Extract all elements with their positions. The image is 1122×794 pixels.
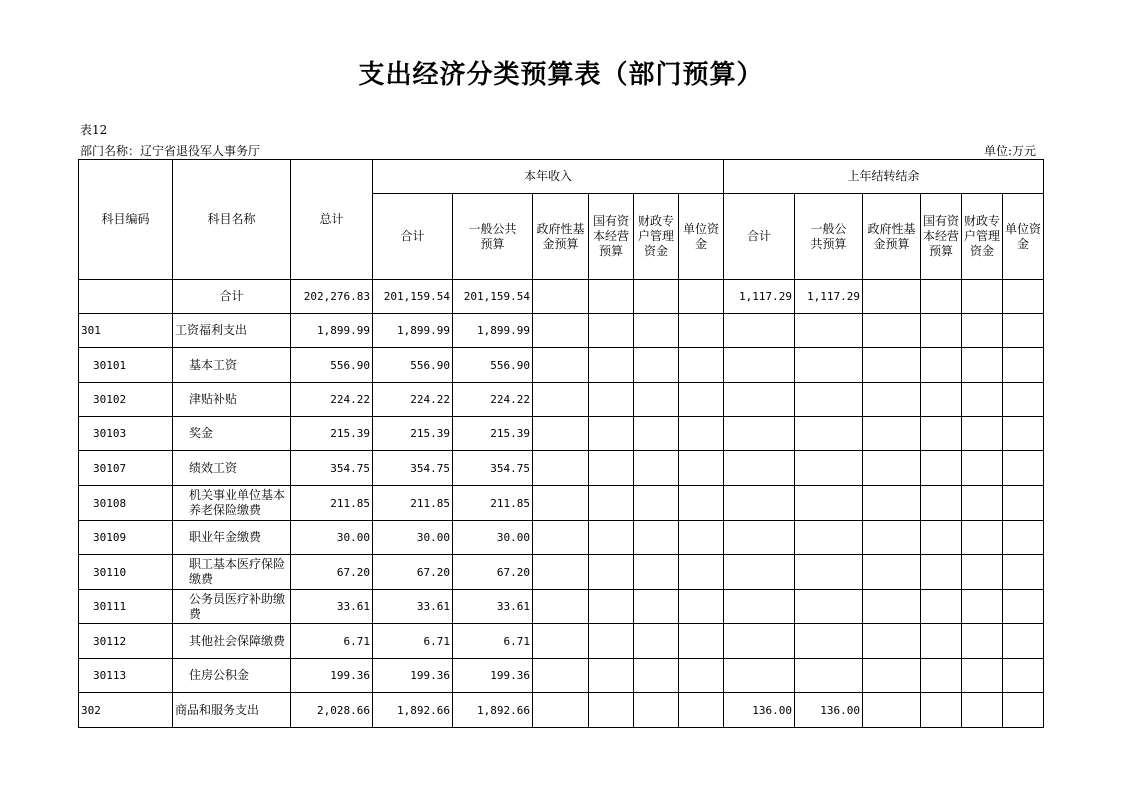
header-cy-unit-fund: 单位资金 (679, 194, 724, 280)
row-value (962, 348, 1003, 383)
row-value (724, 659, 795, 693)
row-value (533, 383, 589, 417)
row-value (962, 659, 1003, 693)
row-value (863, 693, 921, 728)
row-value: 33.61 (453, 590, 533, 624)
row-value: 202,276.83 (291, 280, 373, 314)
row-value (724, 348, 795, 383)
budget-table (78, 159, 1044, 728)
row-name: 住房公积金 (173, 659, 291, 693)
row-code: 30107 (79, 451, 173, 486)
row-code (79, 280, 173, 314)
row-value (921, 521, 962, 555)
header-cy-general: 一般公共预算 (453, 194, 533, 280)
row-value: 2,028.66 (291, 693, 373, 728)
row-value (962, 314, 1003, 348)
row-value (724, 590, 795, 624)
row-value: 30.00 (373, 521, 453, 555)
table-row (79, 693, 1044, 728)
row-value (679, 555, 724, 590)
row-value (795, 383, 863, 417)
row-value (795, 451, 863, 486)
row-value (634, 383, 679, 417)
row-value (679, 590, 724, 624)
header-total: 总计 (291, 160, 373, 280)
row-value (795, 486, 863, 521)
row-value: 136.00 (724, 693, 795, 728)
row-value (962, 693, 1003, 728)
row-value: 556.90 (291, 348, 373, 383)
header-co-state-capital: 国有资本经营预算 (921, 194, 962, 280)
row-value: 556.90 (453, 348, 533, 383)
row-value (962, 521, 1003, 555)
header-name: 科目名称 (173, 160, 291, 280)
row-value (863, 348, 921, 383)
row-value (962, 451, 1003, 486)
row-value (1003, 590, 1044, 624)
row-value (724, 417, 795, 451)
row-value (1003, 659, 1044, 693)
row-value: 224.22 (373, 383, 453, 417)
row-value: 6.71 (291, 624, 373, 659)
row-value (533, 348, 589, 383)
row-value (533, 451, 589, 486)
row-value (863, 451, 921, 486)
row-value (634, 693, 679, 728)
row-value (863, 383, 921, 417)
row-value: 30.00 (453, 521, 533, 555)
row-value (533, 555, 589, 590)
row-name: 基本工资 (173, 348, 291, 383)
row-name: 职工基本医疗保险缴费 (173, 555, 291, 590)
row-value: 224.22 (291, 383, 373, 417)
row-value (921, 693, 962, 728)
row-value (921, 624, 962, 659)
row-value: 33.61 (373, 590, 453, 624)
row-value (589, 659, 634, 693)
row-value (724, 451, 795, 486)
row-value: 354.75 (373, 451, 453, 486)
row-value (962, 383, 1003, 417)
row-value: 199.36 (453, 659, 533, 693)
row-value (1003, 693, 1044, 728)
row-value (921, 314, 962, 348)
row-value (863, 659, 921, 693)
table-row (79, 521, 1044, 555)
row-value (1003, 555, 1044, 590)
row-code: 30103 (79, 417, 173, 451)
row-code: 30101 (79, 348, 173, 383)
row-value (679, 659, 724, 693)
row-value (962, 486, 1003, 521)
row-value (724, 383, 795, 417)
row-name: 绩效工资 (173, 451, 291, 486)
row-name: 公务员医疗补助缴费 (173, 590, 291, 624)
row-value (1003, 451, 1044, 486)
row-value: 211.85 (453, 486, 533, 521)
row-value (962, 280, 1003, 314)
row-value: 1,117.29 (795, 280, 863, 314)
row-value (962, 555, 1003, 590)
table-row (79, 383, 1044, 417)
row-value (679, 521, 724, 555)
row-value (921, 555, 962, 590)
row-value (795, 417, 863, 451)
row-value (533, 486, 589, 521)
row-value (589, 486, 634, 521)
row-value (533, 521, 589, 555)
row-value: 67.20 (453, 555, 533, 590)
row-name: 职业年金缴费 (173, 521, 291, 555)
row-name: 商品和服务支出 (173, 693, 291, 728)
row-value (589, 280, 634, 314)
row-value: 201,159.54 (453, 280, 533, 314)
row-value: 211.85 (291, 486, 373, 521)
row-value (533, 280, 589, 314)
row-value (795, 521, 863, 555)
header-row-1 (79, 160, 1044, 194)
row-value (589, 417, 634, 451)
row-code: 30102 (79, 383, 173, 417)
row-value (634, 659, 679, 693)
row-value: 1,899.99 (453, 314, 533, 348)
row-value: 6.71 (373, 624, 453, 659)
row-value (921, 280, 962, 314)
row-value: 1,892.66 (453, 693, 533, 728)
table-row (79, 451, 1044, 486)
row-value (533, 693, 589, 728)
row-value (533, 624, 589, 659)
row-value (921, 659, 962, 693)
header-co-total: 合计 (724, 194, 795, 280)
row-value: 1,899.99 (291, 314, 373, 348)
row-value (795, 348, 863, 383)
row-name: 津贴补贴 (173, 383, 291, 417)
row-value (921, 451, 962, 486)
row-value (863, 521, 921, 555)
row-name: 其他社会保障缴费 (173, 624, 291, 659)
row-value: 556.90 (373, 348, 453, 383)
row-value (795, 314, 863, 348)
header-cy-special-account: 财政专户管理资金 (634, 194, 679, 280)
row-value (589, 590, 634, 624)
row-value (533, 314, 589, 348)
row-value (1003, 348, 1044, 383)
row-value (863, 624, 921, 659)
header-code: 科目编码 (79, 160, 173, 280)
row-code: 30109 (79, 521, 173, 555)
department-name: 部门名称：辽宁省退役军人事务厅 (80, 144, 261, 158)
row-code: 30110 (79, 555, 173, 590)
row-value (679, 693, 724, 728)
row-value (724, 521, 795, 555)
row-value (679, 348, 724, 383)
row-value: 211.85 (373, 486, 453, 521)
row-value (795, 555, 863, 590)
row-value (795, 659, 863, 693)
row-value (795, 624, 863, 659)
row-value (634, 280, 679, 314)
row-value (634, 555, 679, 590)
row-value (863, 555, 921, 590)
row-value (921, 590, 962, 624)
row-value (634, 624, 679, 659)
row-value: 67.20 (291, 555, 373, 590)
row-value (533, 590, 589, 624)
row-value (962, 590, 1003, 624)
row-code: 30113 (79, 659, 173, 693)
row-value (634, 521, 679, 555)
row-value (1003, 521, 1044, 555)
row-value (679, 417, 724, 451)
row-value: 215.39 (291, 417, 373, 451)
row-value (1003, 624, 1044, 659)
row-value: 215.39 (453, 417, 533, 451)
table-row (79, 348, 1044, 383)
header-co-unit-fund: 单位资金 (1003, 194, 1044, 280)
row-value (589, 521, 634, 555)
row-value (634, 486, 679, 521)
row-value: 199.36 (291, 659, 373, 693)
row-name: 工资福利支出 (173, 314, 291, 348)
row-code: 30111 (79, 590, 173, 624)
page-title: 支出经济分类预算表（部门预算） (358, 60, 764, 90)
table-row (79, 659, 1044, 693)
header-co-gov-fund: 政府性基金预算 (863, 194, 921, 280)
row-value (1003, 417, 1044, 451)
row-value: 30.00 (291, 521, 373, 555)
row-value (863, 280, 921, 314)
row-value (1003, 280, 1044, 314)
row-value (921, 417, 962, 451)
row-value (1003, 486, 1044, 521)
row-value: 136.00 (795, 693, 863, 728)
row-value: 224.22 (453, 383, 533, 417)
row-value (679, 280, 724, 314)
row-value: 354.75 (453, 451, 533, 486)
table-number: 表12 (80, 123, 108, 137)
row-value (863, 417, 921, 451)
row-value (724, 486, 795, 521)
header-cy-gov-fund: 政府性基金预算 (533, 194, 589, 280)
header-current-year: 本年收入 (373, 160, 724, 194)
row-value (589, 624, 634, 659)
row-value (634, 314, 679, 348)
row-value (921, 383, 962, 417)
row-value (589, 555, 634, 590)
row-value: 1,899.99 (373, 314, 453, 348)
row-value (634, 417, 679, 451)
unit-label: 单位:万元 (984, 144, 1037, 158)
table-row (79, 314, 1044, 348)
row-value (962, 624, 1003, 659)
row-value (679, 314, 724, 348)
row-value (724, 555, 795, 590)
row-value (724, 624, 795, 659)
row-code: 30108 (79, 486, 173, 521)
table-row (79, 280, 1044, 314)
header-cy-state-capital: 国有资本经营预算 (589, 194, 634, 280)
row-code: 301 (79, 314, 173, 348)
row-value (634, 348, 679, 383)
row-value: 67.20 (373, 555, 453, 590)
table-row (79, 417, 1044, 451)
table-row (79, 555, 1044, 590)
row-value (679, 486, 724, 521)
row-value (679, 624, 724, 659)
row-value (533, 417, 589, 451)
row-value (589, 693, 634, 728)
table-row (79, 486, 1044, 521)
row-value: 33.61 (291, 590, 373, 624)
row-name: 奖金 (173, 417, 291, 451)
header-co-general: 一般公共预算 (795, 194, 863, 280)
row-value (863, 486, 921, 521)
row-value (921, 348, 962, 383)
row-value: 199.36 (373, 659, 453, 693)
header-cy-total: 合计 (373, 194, 453, 280)
row-value (679, 383, 724, 417)
header-carryover: 上年结转结余 (724, 160, 1044, 194)
table-row (79, 624, 1044, 659)
row-code: 302 (79, 693, 173, 728)
row-value (533, 659, 589, 693)
row-value (863, 590, 921, 624)
row-value (724, 314, 795, 348)
row-value (962, 417, 1003, 451)
row-value (795, 590, 863, 624)
table-row (79, 590, 1044, 624)
row-value: 215.39 (373, 417, 453, 451)
row-value (589, 383, 634, 417)
row-value (589, 451, 634, 486)
row-value (1003, 383, 1044, 417)
row-value (634, 590, 679, 624)
row-name: 机关事业单位基本养老保险缴费 (173, 486, 291, 521)
header-co-special-account: 财政专户管理资金 (962, 194, 1003, 280)
row-value: 1,117.29 (724, 280, 795, 314)
row-value (589, 348, 634, 383)
row-value (634, 451, 679, 486)
row-value (921, 486, 962, 521)
row-name: 合计 (173, 280, 291, 314)
row-value: 6.71 (453, 624, 533, 659)
row-value (589, 314, 634, 348)
row-value: 354.75 (291, 451, 373, 486)
row-value (1003, 314, 1044, 348)
row-value (863, 314, 921, 348)
row-code: 30112 (79, 624, 173, 659)
row-value: 201,159.54 (373, 280, 453, 314)
row-value (679, 451, 724, 486)
row-value: 1,892.66 (373, 693, 453, 728)
